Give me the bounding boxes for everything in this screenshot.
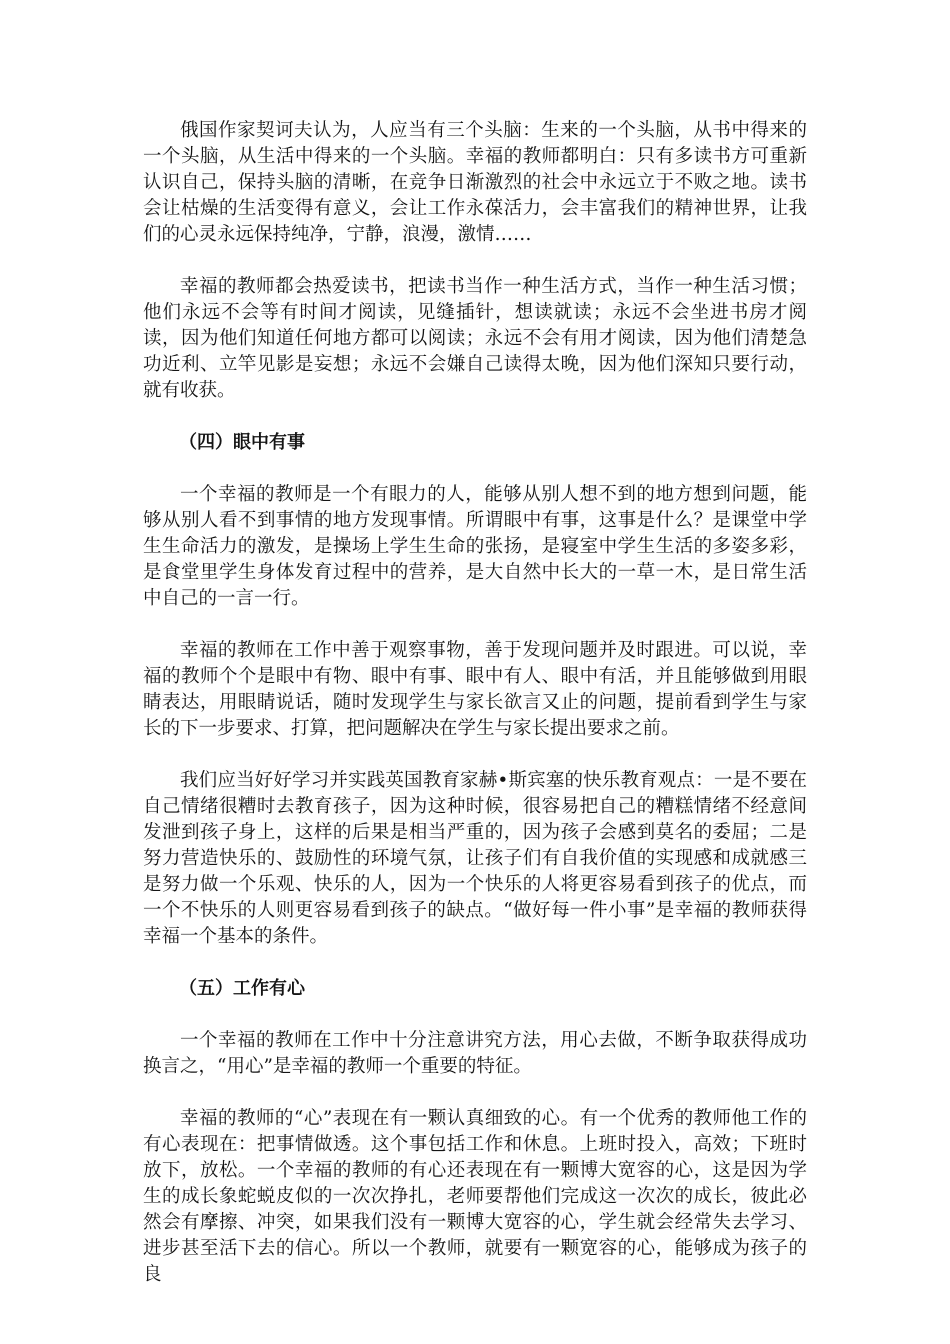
paragraph-heart: 幸福的教师的“心”表现在有一颗认真细致的心。有一个优秀的教师他工作的有心表现在：把事情做透。这个事包括工作和休息。上班时投入，高效；下班时放下，放松。一个幸福的教师的有心还表现在有一颗博大宽容的心，这是因为学生的成长象蛇蜕皮似的一次次挣扎，老师要帮他们完成这一次次的成长，彼此必然会有摩擦、冲突，如果我们没有一颗博大宽容的心，学生就会经常失去学习、进步甚至活下去的信心。所以一个教师，就要有一颗宽容的心，能够成为孩子的良 (143, 1108, 807, 1285)
paragraph-methods: 一个幸福的教师在工作中十分注意讲究方法，用心去做，不断争取获得成功换言之，“用心”是幸福的教师一个重要的特征。 (143, 1030, 807, 1077)
paragraph-reading-habit: 幸福的教师都会热爱读书，把读书当作一种生活方式，当作一种生活习惯；他们永远不会等有时间才阅读，见缝插针，想读就读；永远不会坐进书房才阅读，因为他们知道任何地方都可以阅读；永远不会有用才阅读，因为他们清楚急功近利、立竿见影是妄想；永远不会嫌自己读得太晚，因为他们深知只要行动，就有收获。 (143, 276, 807, 401)
section-heading-5: （五）工作有心 (179, 978, 305, 999)
paragraph-chekhov: 俄国作家契诃夫认为，人应当有三个头脑：生来的一个头脑，从书中得来的一个头脑，从生活中得来的一个头脑。幸福的教师都明白：只有多读书方可重新认识自己，保持头脑的清晰，在竞争日渐激烈的社会中永远立于不败之地。读书会让枯燥的生活变得有意义，会让工作永葆活力，会丰富我们的精神世界，让我们的心灵永远保持纯净，宁静，浪漫，激情…… (143, 120, 807, 245)
paragraph-spencer: 我们应当好好学习并实践英国教育家赫•斯宾塞的快乐教育观点：一是不要在自己情绪很糟时去教育孩子，因为这种时候，很容易把自己的糟糕情绪不经意间发泄到孩子身上，这样的后果是相当严重的，因为孩子会感到莫名的委屈；二是努力营造快乐的、鼓励性的环境气氛，让孩子们有自我价值的实现感和成就感三是努力做一个乐观、快乐的人，因为一个快乐的人将更容易看到孩子的优点，而一个不快乐的人则更容易看到孩子的缺点。“做好每一件小事”是幸福的教师获得幸福一个基本的条件。 (143, 770, 807, 947)
paragraph-eye-for-things: 一个幸福的教师是一个有眼力的人，能够从别人想不到的地方想到问题，能够从别人看不到事情的地方发现事情。所谓眼中有事，这事是什么？是课堂中学生生命活力的激发，是操场上学生生命的张扬，是寝室中学生生活的多姿多彩，是食堂里学生身体发育过程中的营养，是大自然中长大的一草一木，是日常生活中自己的一言一行。 (143, 484, 807, 609)
paragraph-observation: 幸福的教师在工作中善于观察事物，善于发现问题并及时跟进。可以说，幸福的教师个个是眼中有物、眼中有事、眼中有人、眼中有活，并且能够做到用眼睛表达，用眼睛说话，随时发现学生与家长欲言又止的问题，提前看到学生与家长的下一步要求、打算，把问题解决在学生与家长提出要求之前。 (143, 640, 807, 739)
document-body (143, 118, 807, 1314)
section-heading-4: （四）眼中有事 (179, 432, 305, 453)
